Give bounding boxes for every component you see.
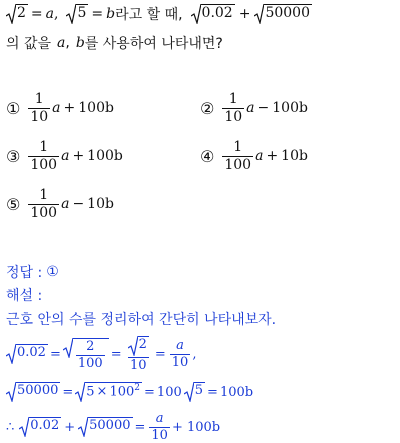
question-line-2: 의 값을 a , b 를 사용하여 나타내면? [6, 35, 223, 52]
sqrt-2: 2 [6, 4, 28, 24]
question-line-1: 2 = a , 5 = b 라고 할 때, 0.02 + 50000 [6, 4, 312, 24]
answer-value: ① [46, 264, 59, 280]
sqrt-50000: 50000 [254, 4, 312, 24]
choice-1[interactable]: ① $\frac{1}{10}$ a + 100b [6, 91, 114, 125]
explanation-equation-2: 50000 = $5 \times 100^2$ = 100 5 = 100b [6, 382, 253, 402]
explanation-line-1: 근호 안의 수를 정리하여 간단히 나타내보자. [6, 312, 277, 328]
sqrt-5: 5 [66, 4, 88, 24]
explanation-label: 해설 : [6, 288, 43, 304]
explanation-equation-1: 0.02 = $\frac{2}{100}$ = $\frac{2}{10}$ = $\frac{a}{10}$ , [6, 336, 196, 373]
answer-line [6, 262, 59, 282]
choice-5[interactable]: ⑤ $\frac{1}{100}$ a − 10b [6, 187, 114, 221]
choice-3[interactable]: ③ $\frac{1}{100}$ a + 100b [6, 139, 123, 173]
answer-label: 정답 : [6, 265, 43, 281]
choice-4[interactable]: ④ $\frac{1}{100}$ a + 10b [200, 139, 308, 173]
choice-2[interactable]: ② $\frac{1}{10}$ a − 100b [200, 91, 308, 125]
sqrt-0.02: 0.02 [191, 4, 235, 24]
explanation-equation-3: ∴ 0.02 + 50000 = $\frac{a}{10}$ + 100b [6, 411, 221, 443]
